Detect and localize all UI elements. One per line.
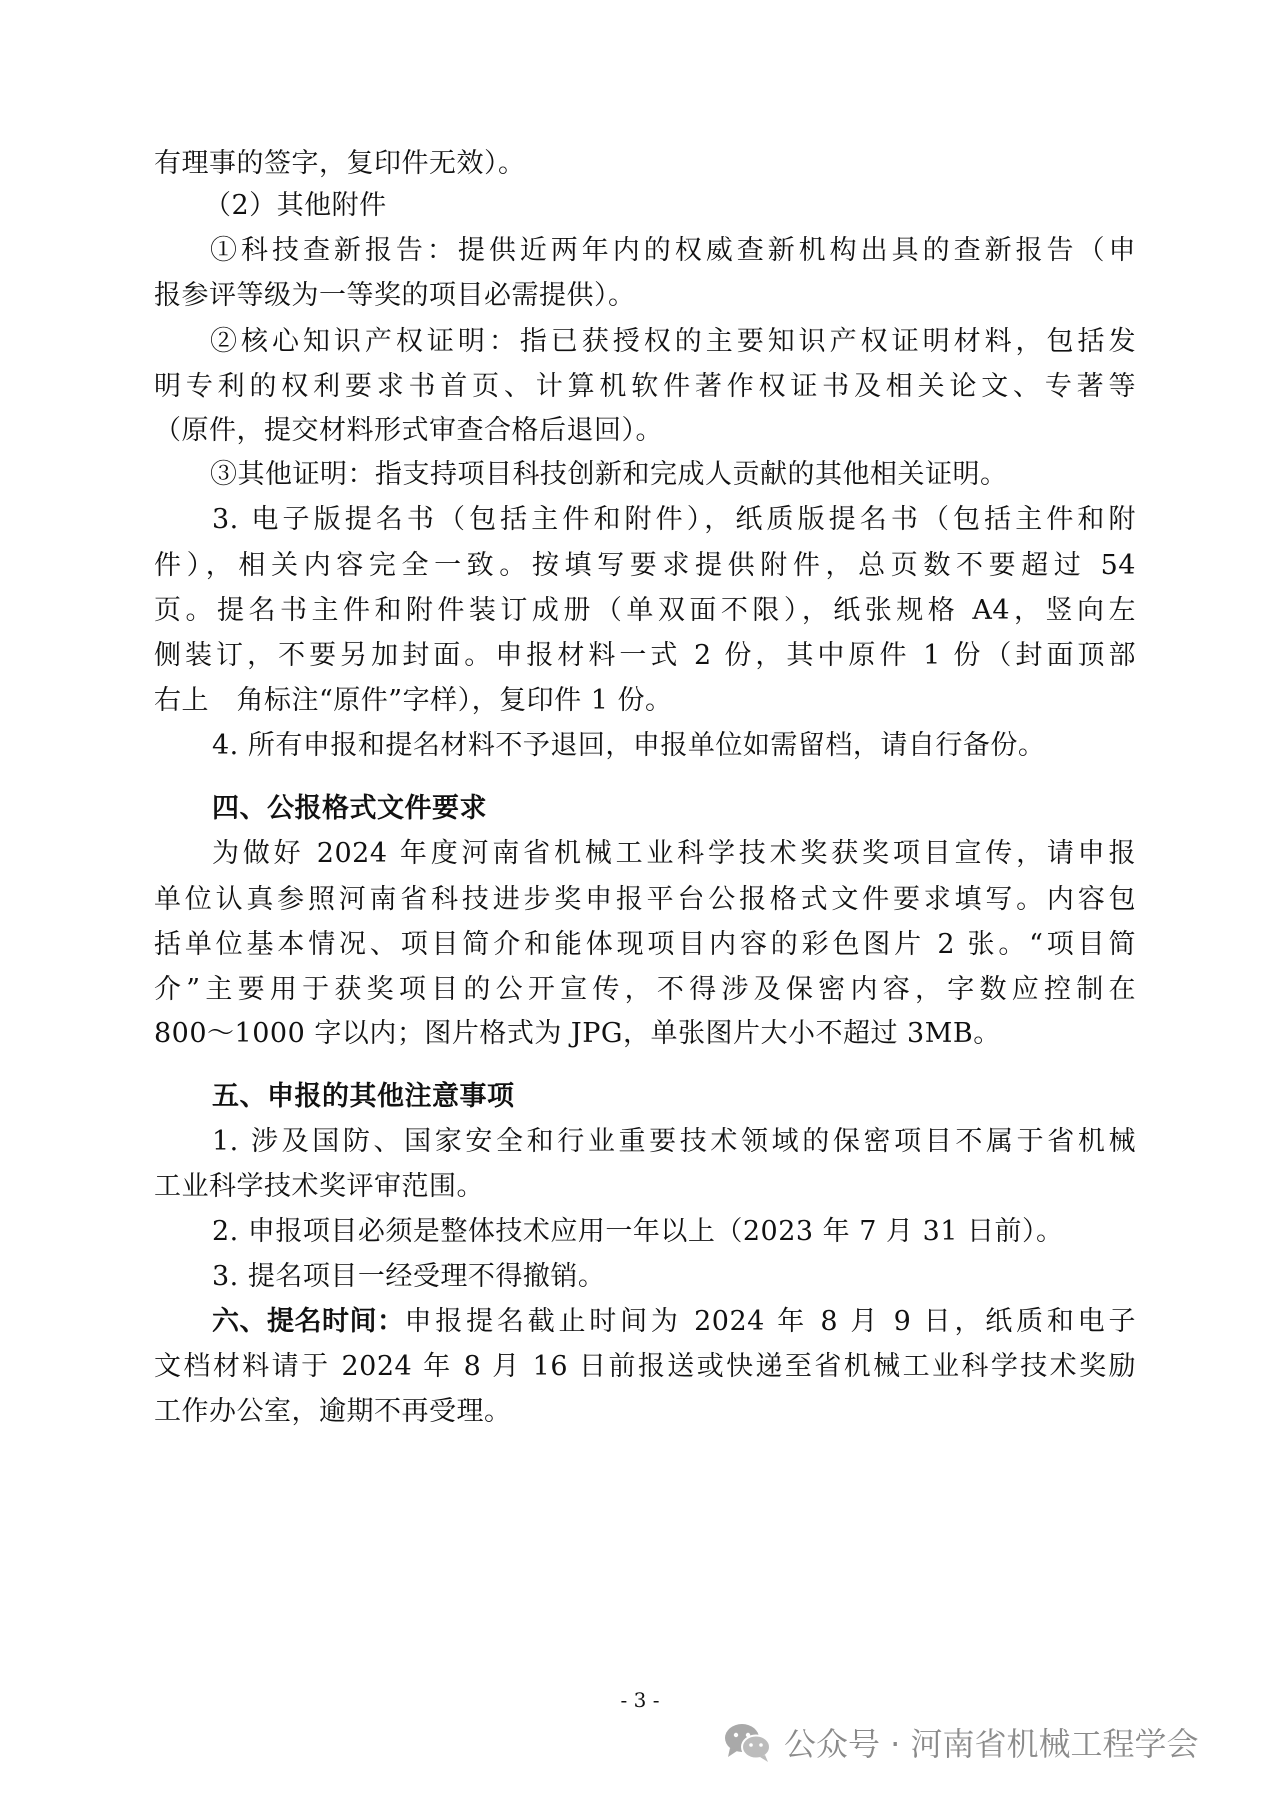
paragraph-line: 右上 角标注“原件”字样），复印件 1 份。 [154, 685, 673, 716]
paragraph-line: 件），相关内容完全一致。按填写要求提供附件，总页数不要超过 54 [154, 550, 1136, 581]
paragraph-line: 文档材料请于 2024 年 8 月 16 日前报送或快递至省机械工业科学技术奖励 [154, 1351, 1136, 1382]
paragraph-line: 单位认真参照河南省科技进步奖申报平台公报格式文件要求填写。内容包 [154, 884, 1136, 915]
section-heading: 四、公报格式文件要求 [212, 793, 487, 824]
wechat-icon [722, 1720, 774, 1764]
paragraph-line: 3. 电子版提名书（包括主件和附件），纸质版提名书（包括主件和附 [212, 504, 1136, 535]
section-heading: 六、提名时间： [212, 1306, 405, 1337]
paragraph-line: 工作办公室，逾期不再受理。 [154, 1396, 512, 1427]
paragraph-line: 申报提名截止时间为 2024 年 8 月 9 日，纸质和电子 [404, 1306, 1136, 1337]
paragraph-line: 有理事的签字，复印件无效）。 [154, 148, 526, 179]
paragraph-line: 明专利的权利要求书首页、计算机软件著作权证书及相关论文、专著等 [154, 371, 1136, 402]
paragraph-line: 侧装订，不要另加封面。申报材料一式 2 份，其中原件 1 份（封面顶部 [154, 640, 1136, 671]
paragraph-line: ①科技查新报告：提供近两年内的权威查新机构出具的查新报告（申 [210, 235, 1136, 266]
paragraph-line: 括单位基本情况、项目简介和能体现项目内容的彩色图片 2 张。“项目简 [154, 929, 1136, 960]
deadline-paragraph [212, 1304, 1136, 1340]
paragraph-line: 介”主要用于获奖项目的公开宣传，不得涉及保密内容，字数应控制在 [154, 974, 1136, 1005]
section-heading: 五、申报的其他注意事项 [212, 1081, 515, 1112]
paragraph-line: ③其他证明：指支持项目科技创新和完成人贡献的其他相关证明。 [210, 459, 1008, 490]
subsection-heading: （2）其他附件 [204, 190, 387, 221]
paragraph-line: 工业科学技术奖评审范围。 [154, 1171, 484, 1202]
paragraph-line: 1. 涉及国防、国家安全和行业重要技术领域的保密项目不属于省机械 [212, 1126, 1136, 1157]
paragraph-line: 页。提名书主件和附件装订成册（单双面不限），纸张规格 A4，竖向左 [154, 595, 1136, 626]
paragraph-line: 2. 申报项目必须是整体技术应用一年以上（2023 年 7 月 31 日前）。 [212, 1216, 1064, 1247]
paragraph-line: ②核心知识产权证明：指已获授权的主要知识产权证明材料，包括发 [210, 326, 1136, 357]
paragraph-line: （原件，提交材料形式审查合格后退回）。 [154, 415, 663, 446]
paragraph-line: 报参评等级为一等奖的项目必需提供）。 [154, 280, 636, 311]
watermark-text: 公众号 · 河南省机械工程学会 [784, 1725, 1199, 1763]
paragraph-line: 3. 提名项目一经受理不得撤销。 [212, 1261, 606, 1292]
paragraph-line: 800～1000 字以内；图片格式为 JPG，单张图片大小不超过 3MB。 [154, 1018, 1001, 1049]
page-number: - 3 - [620, 1688, 660, 1712]
paragraph-line: 4. 所有申报和提名材料不予退回，申报单位如需留档，请自行备份。 [212, 730, 1046, 761]
watermark [722, 1714, 1199, 1770]
paragraph-line: 为做好 2024 年度河南省机械工业科学技术奖获奖项目宣传，请申报 [212, 838, 1136, 869]
